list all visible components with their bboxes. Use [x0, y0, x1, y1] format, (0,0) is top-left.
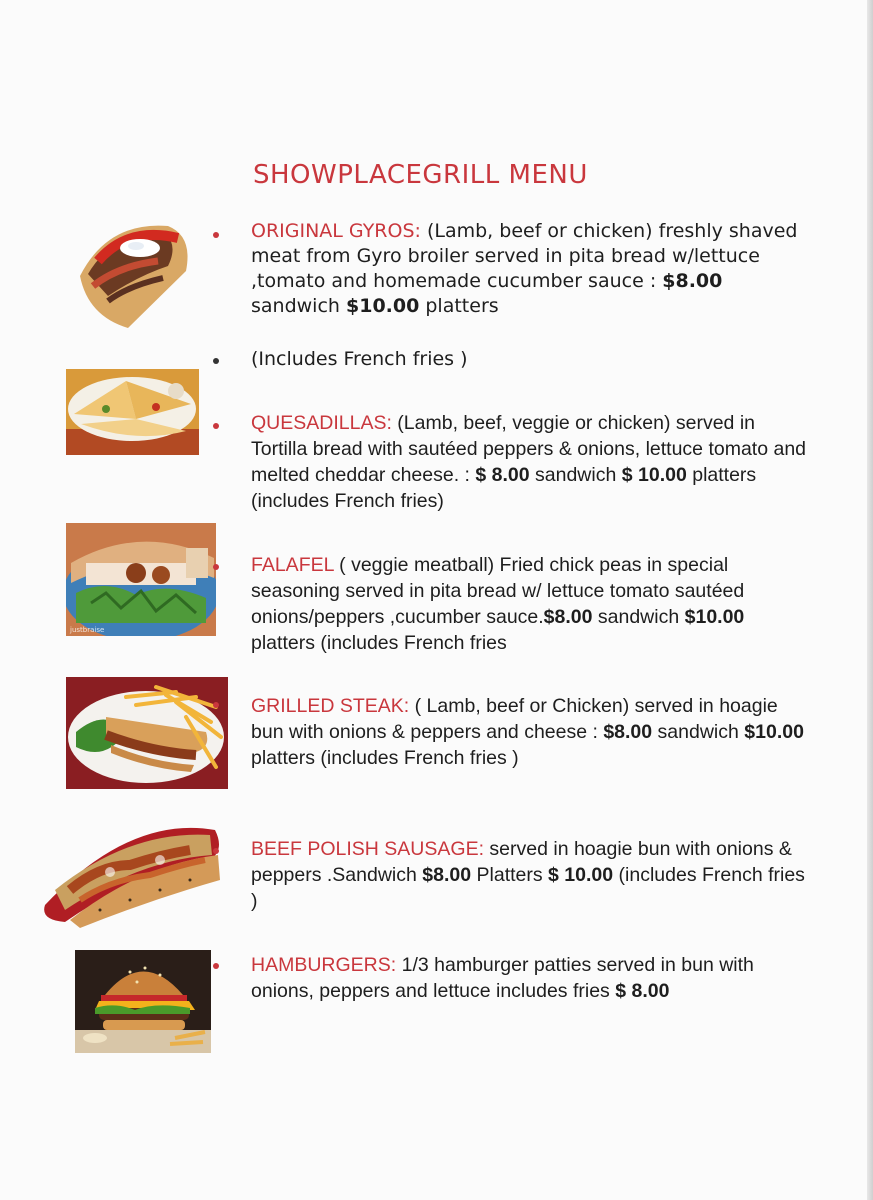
item-price-label: Platters: [471, 864, 549, 886]
steak-sandwich-photo: [66, 677, 228, 789]
item-price-platter: $10.00: [684, 606, 745, 628]
bullet: [213, 963, 219, 969]
photo-watermark: justbraise: [70, 626, 105, 634]
item-name: BEEF POLISH SAUSAGE:: [251, 838, 484, 860]
item-desc: (Lamb, beef or chicken) freshly shaved meat from Gyro broiler served in pita bread w/lettuce ,tomato and homemade cucumber sauce :: [251, 220, 798, 292]
bullet: [213, 848, 219, 854]
item-desc: served in hoagie bun with onions & peppers .Sandwich: [251, 838, 792, 886]
hamburger-photo: [75, 950, 211, 1053]
item-price-label: sandwich: [652, 721, 745, 743]
item-price-sandwich: $8.00: [422, 864, 472, 886]
menu-item-hamburgers: [251, 952, 811, 1004]
quesadilla-photo: [66, 369, 199, 455]
item-price-platter: $10.00: [346, 295, 420, 317]
menu-item-grilled-steak: [251, 693, 811, 771]
item-price-label: sandwich: [592, 606, 685, 628]
item-desc: ( Lamb, beef or Chicken) served in hoagie bun with onions & peppers and cheese :: [251, 695, 778, 743]
item-tail: platters (includes French fries): [251, 464, 757, 512]
item-tail: platters: [419, 295, 499, 317]
item-name: QUESADILLAS:: [251, 412, 392, 434]
gyro-photo: [68, 216, 196, 334]
item-price-sandwich: $ 8.00: [615, 980, 670, 1002]
item-tail: platters (includes French fries ): [251, 747, 519, 769]
item-price-sandwich: $8.00: [662, 270, 723, 292]
item-price-label: sandwich: [251, 295, 346, 317]
item-price-sandwich: $8.00: [603, 721, 653, 743]
item-name: GRILLED STEAK:: [251, 695, 410, 717]
menu-item-polish-sausage: [251, 836, 811, 914]
item-price-sandwich: $ 8.00: [475, 464, 530, 486]
item-price-platter: $ 10.00: [548, 864, 614, 886]
falafel-photo: [66, 523, 216, 636]
bullet: [213, 358, 219, 364]
menu-item-gyros: [251, 219, 811, 319]
item-name: FALAFEL: [251, 554, 334, 576]
page-edge-shadow: [867, 0, 873, 1200]
menu-title: SHOWPLACEGRILL MENU: [253, 160, 588, 190]
item-tail: platters (includes French fries: [251, 632, 507, 654]
bullet: [213, 423, 219, 429]
bullet: [213, 232, 219, 238]
menu-item-falafel: [251, 552, 811, 656]
bullet: [213, 702, 219, 708]
item-name: HAMBURGERS:: [251, 954, 397, 976]
item-name: ORIGINAL GYROS:: [251, 220, 421, 242]
item-tail: (includes French fries ): [251, 864, 805, 912]
item-price-sandwich: $8.00: [543, 606, 593, 628]
menu-item-quesadillas: [251, 410, 811, 514]
sausage-photo: [40, 810, 220, 928]
item-desc: ( veggie meatball) Fried chick peas in special seasoning served in pita bread w/ lettuce tomato sautéed onions/peppers ,cucumber sauce.: [251, 554, 745, 628]
item-price-label: sandwich: [529, 464, 622, 486]
gyros-note: (Includes French fries ): [251, 348, 468, 370]
item-desc: (Lamb, beef, veggie or chicken) served in Tortilla bread with sautéed peppers & onions, lettuce tomato and melted cheddar cheese. :: [251, 412, 807, 486]
item-price-platter: $10.00: [744, 721, 804, 743]
item-desc: 1/3 hamburger patties served in bun with onions, peppers and lettuce includes fries: [251, 954, 754, 1002]
item-price-platter: $ 10.00: [621, 464, 687, 486]
bullet: [213, 564, 219, 570]
